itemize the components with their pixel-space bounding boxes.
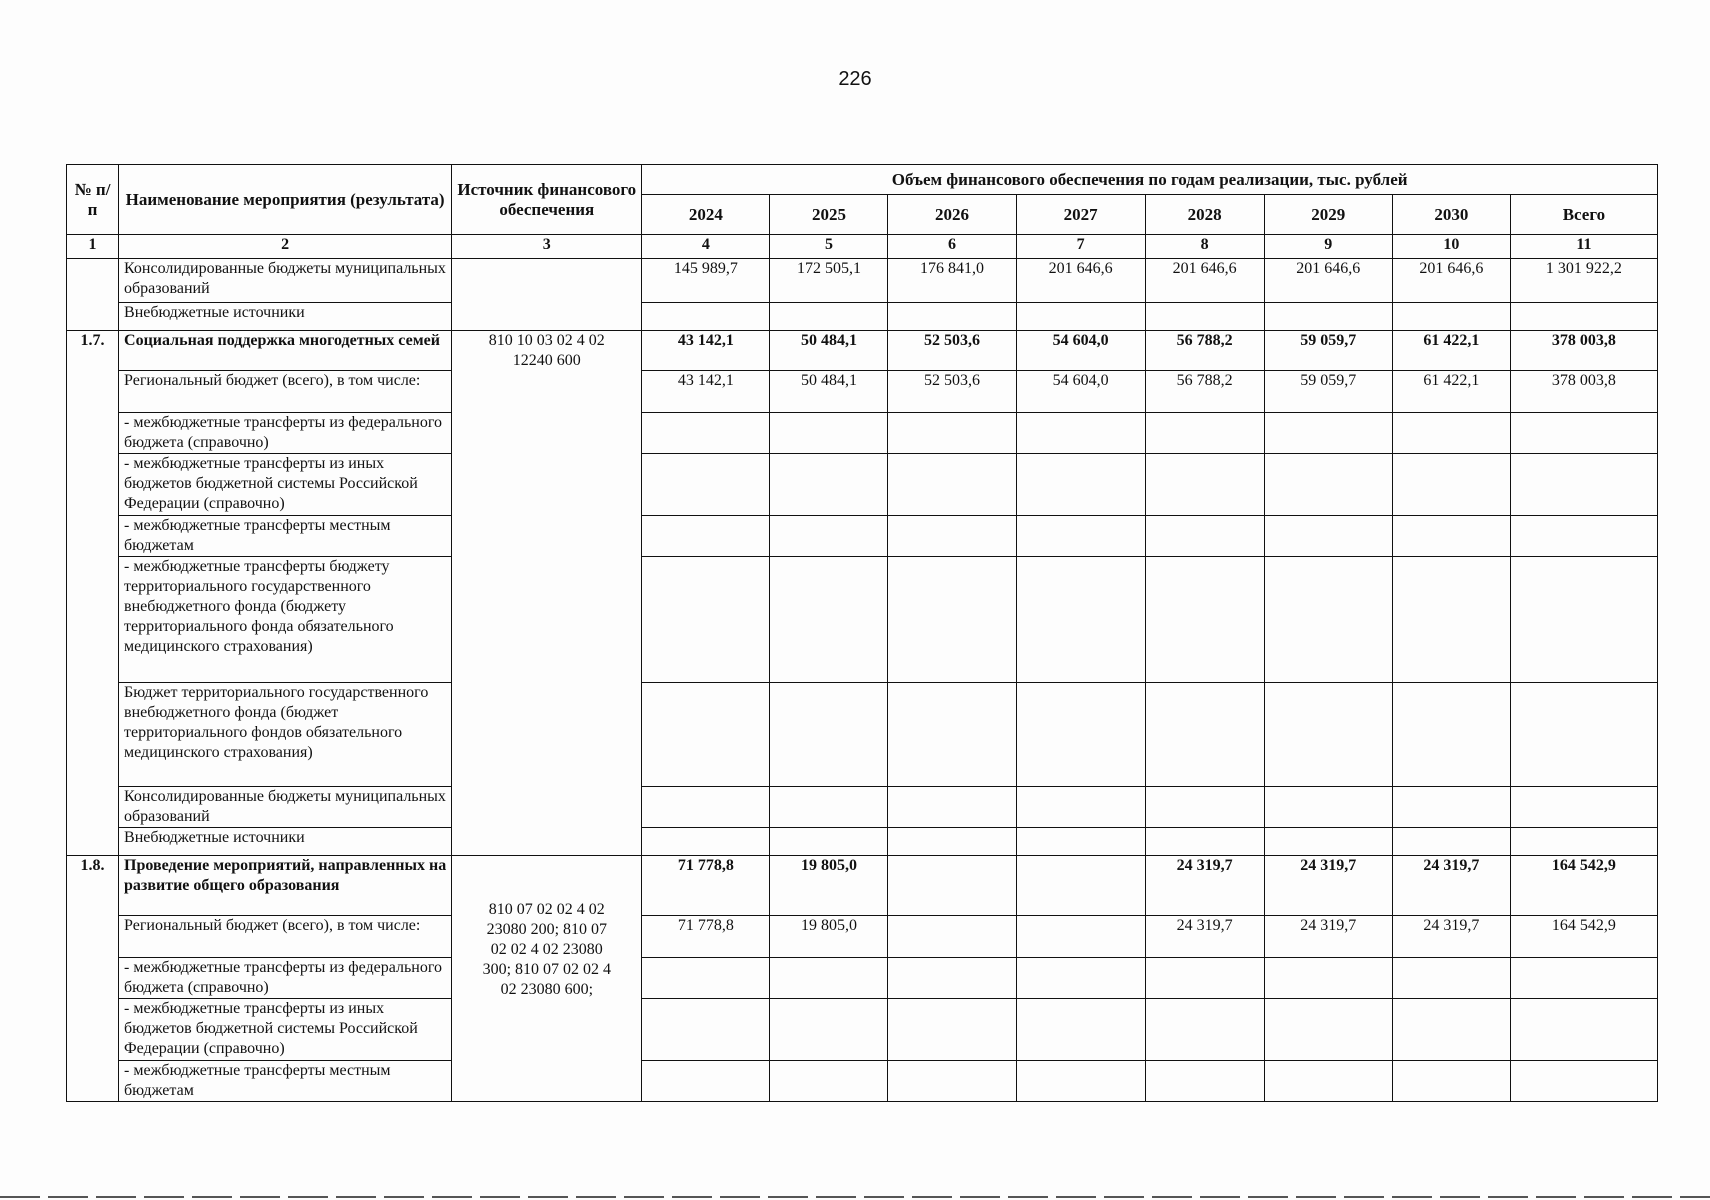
page-number: 226 — [838, 68, 872, 90]
column-number: 10 — [1392, 235, 1510, 259]
value-cell: 54 604,0 — [1016, 371, 1145, 413]
measure-name: - межбюджетные трансферты из иных бюджетов бюджетной системы Российской Федерации (справочно) — [119, 454, 452, 516]
value-cell — [1145, 557, 1264, 683]
table-row — [67, 856, 1658, 916]
row-number: 1.8. — [67, 856, 119, 1102]
table-row — [67, 787, 1658, 828]
value-cell: 59 059,7 — [1264, 331, 1392, 371]
value-cell — [888, 787, 1016, 828]
value-total: 1 301 922,2 — [1510, 259, 1657, 303]
value-cell: 61 422,1 — [1392, 331, 1510, 371]
value-cell — [888, 1061, 1016, 1102]
value-cell: 24 319,7 — [1264, 856, 1392, 916]
value-cell — [1145, 454, 1264, 516]
table-row — [67, 454, 1658, 516]
value-cell — [888, 557, 1016, 683]
measure-name: Региональный бюджет (всего), в том числе: — [119, 371, 452, 413]
value-cell — [1264, 683, 1392, 787]
value-total: 164 542,9 — [1510, 856, 1657, 916]
value-cell: 56 788,2 — [1145, 371, 1264, 413]
value-cell — [642, 828, 770, 856]
value-cell — [1016, 787, 1145, 828]
value-cell — [770, 787, 888, 828]
value-cell — [1392, 516, 1510, 557]
value-total: 378 003,8 — [1510, 331, 1657, 371]
value-cell: 172 505,1 — [770, 259, 888, 303]
table-row — [67, 516, 1658, 557]
value-cell — [888, 413, 1016, 454]
value-cell — [1264, 787, 1392, 828]
funding-source-code — [452, 259, 642, 331]
value-cell: 145 989,7 — [642, 259, 770, 303]
value-cell — [1016, 1061, 1145, 1102]
value-cell — [1392, 303, 1510, 331]
table-row — [67, 916, 1658, 958]
value-cell — [1264, 516, 1392, 557]
value-cell — [888, 683, 1016, 787]
header-col-volume: Объем финансового обеспечения по годам реализации, тыс. рублей — [642, 165, 1658, 195]
measure-name: Консолидированные бюджеты муниципальных образований — [119, 787, 452, 828]
value-total — [1510, 683, 1657, 787]
value-cell — [642, 958, 770, 999]
funding-source-code: 810 07 02 02 4 02 23080 200; 810 07 02 02 4 02 23080 300; 810 07 02 02 4 02 23080 600; — [452, 856, 642, 1102]
value-cell — [642, 454, 770, 516]
table-row — [67, 828, 1658, 856]
value-cell — [888, 999, 1016, 1061]
value-cell: 71 778,8 — [642, 856, 770, 916]
value-total — [1510, 557, 1657, 683]
measure-name: - межбюджетные трансферты местным бюджетам — [119, 516, 452, 557]
value-cell — [642, 1061, 770, 1102]
value-cell — [770, 683, 888, 787]
value-total — [1510, 516, 1657, 557]
value-cell — [1016, 557, 1145, 683]
measure-name: Проведение мероприятий, направленных на развитие общего образования — [119, 856, 452, 916]
value-cell: 24 319,7 — [1145, 856, 1264, 916]
value-cell — [1392, 999, 1510, 1061]
measure-name: Внебюджетные источники — [119, 828, 452, 856]
measure-name: - межбюджетные трансферты из федерального бюджета (справочно) — [119, 413, 452, 454]
value-cell — [642, 557, 770, 683]
value-cell — [770, 1061, 888, 1102]
value-cell — [1145, 787, 1264, 828]
header-year: 2028 — [1145, 195, 1264, 235]
value-cell — [1016, 454, 1145, 516]
value-cell: 19 805,0 — [770, 916, 888, 958]
value-cell — [1016, 856, 1145, 916]
value-cell — [642, 413, 770, 454]
value-cell: 61 422,1 — [1392, 371, 1510, 413]
financing-table — [66, 164, 1658, 1102]
value-total — [1510, 828, 1657, 856]
value-cell: 43 142,1 — [642, 331, 770, 371]
value-total — [1510, 787, 1657, 828]
value-cell — [770, 516, 888, 557]
value-cell: 59 059,7 — [1264, 371, 1392, 413]
value-total: 378 003,8 — [1510, 371, 1657, 413]
measure-name: Региональный бюджет (всего), в том числе: — [119, 916, 452, 958]
value-cell: 201 646,6 — [1264, 259, 1392, 303]
value-cell — [1145, 516, 1264, 557]
row-number — [67, 259, 119, 331]
measure-name: - межбюджетные трансферты бюджету территориального государственного внебюджетного фонда (бюджету территориального фонда обязательного медицинского страхования) — [119, 557, 452, 683]
value-cell — [1145, 1061, 1264, 1102]
column-number: 2 — [119, 235, 452, 259]
table-row — [67, 958, 1658, 999]
value-cell — [1392, 1061, 1510, 1102]
measure-name: Консолидированные бюджеты муниципальных образований — [119, 259, 452, 303]
column-number: 3 — [452, 235, 642, 259]
value-cell — [1145, 303, 1264, 331]
value-cell: 52 503,6 — [888, 371, 1016, 413]
value-cell — [888, 916, 1016, 958]
header-col-source: Источник финансового обеспечения — [452, 165, 642, 235]
value-cell: 52 503,6 — [888, 331, 1016, 371]
header-year: 2030 — [1392, 195, 1510, 235]
column-number: 9 — [1264, 235, 1392, 259]
value-cell — [1264, 454, 1392, 516]
header-year: 2025 — [770, 195, 888, 235]
column-number: 8 — [1145, 235, 1264, 259]
value-cell: 24 319,7 — [1145, 916, 1264, 958]
value-cell — [1016, 999, 1145, 1061]
value-cell — [1145, 828, 1264, 856]
value-cell — [1264, 557, 1392, 683]
value-cell — [1145, 413, 1264, 454]
header-year: 2029 — [1264, 195, 1392, 235]
value-cell — [888, 303, 1016, 331]
value-cell — [1392, 683, 1510, 787]
value-cell — [1264, 1061, 1392, 1102]
value-total: 164 542,9 — [1510, 916, 1657, 958]
value-cell — [1016, 413, 1145, 454]
value-cell — [1016, 516, 1145, 557]
value-cell — [1264, 828, 1392, 856]
value-cell — [1145, 683, 1264, 787]
header-year: 2027 — [1016, 195, 1145, 235]
value-cell — [770, 557, 888, 683]
column-number: 7 — [1016, 235, 1145, 259]
measure-name: - межбюджетные трансферты местным бюджетам — [119, 1061, 452, 1102]
value-cell — [1392, 413, 1510, 454]
value-cell — [1016, 916, 1145, 958]
value-cell — [1016, 828, 1145, 856]
value-total — [1510, 303, 1657, 331]
value-cell: 201 646,6 — [1392, 259, 1510, 303]
value-cell — [1264, 999, 1392, 1061]
value-cell: 19 805,0 — [770, 856, 888, 916]
value-cell: 50 484,1 — [770, 371, 888, 413]
column-number: 6 — [888, 235, 1016, 259]
measure-name: Внебюджетные источники — [119, 303, 452, 331]
value-cell: 24 319,7 — [1392, 916, 1510, 958]
value-cell — [1145, 999, 1264, 1061]
header-year: 2026 — [888, 195, 1016, 235]
value-cell — [1264, 958, 1392, 999]
value-total — [1510, 1061, 1657, 1102]
column-number: 4 — [642, 235, 770, 259]
value-cell — [642, 303, 770, 331]
value-cell — [770, 828, 888, 856]
table-row — [67, 999, 1658, 1061]
measure-name: Социальная поддержка многодетных семей — [119, 331, 452, 371]
value-cell: 24 319,7 — [1264, 916, 1392, 958]
value-total — [1510, 999, 1657, 1061]
measure-name: Бюджет территориального государственного внебюджетного фонда (бюджет территориального фондов обязательного медицинского страхования) — [119, 683, 452, 787]
value-cell — [888, 856, 1016, 916]
value-cell: 56 788,2 — [1145, 331, 1264, 371]
value-cell: 24 319,7 — [1392, 856, 1510, 916]
header-col-name: Наименование мероприятия (результата) — [119, 165, 452, 235]
value-cell: 201 646,6 — [1145, 259, 1264, 303]
value-cell — [1392, 557, 1510, 683]
row-number: 1.7. — [67, 331, 119, 856]
value-cell — [770, 999, 888, 1061]
value-cell — [1264, 303, 1392, 331]
value-cell — [642, 999, 770, 1061]
value-total — [1510, 413, 1657, 454]
value-cell: 176 841,0 — [888, 259, 1016, 303]
value-cell — [888, 828, 1016, 856]
value-cell — [1392, 828, 1510, 856]
header-col-num: № п/п — [67, 165, 119, 235]
table-row — [67, 1061, 1658, 1102]
table-row — [67, 331, 1658, 371]
value-cell — [888, 958, 1016, 999]
table-row — [67, 557, 1658, 683]
value-total — [1510, 454, 1657, 516]
value-cell — [1016, 303, 1145, 331]
value-cell — [642, 683, 770, 787]
column-number: 11 — [1510, 235, 1657, 259]
table-row — [67, 413, 1658, 454]
header-total: Всего — [1510, 195, 1657, 235]
column-number: 1 — [67, 235, 119, 259]
value-total — [1510, 958, 1657, 999]
value-cell — [770, 303, 888, 331]
table-row — [67, 371, 1658, 413]
scan-edge-line — [0, 1196, 1710, 1198]
value-cell — [770, 958, 888, 999]
value-cell: 54 604,0 — [1016, 331, 1145, 371]
value-cell: 201 646,6 — [1016, 259, 1145, 303]
value-cell — [770, 454, 888, 516]
header-year: 2024 — [642, 195, 770, 235]
value-cell: 50 484,1 — [770, 331, 888, 371]
value-cell — [1392, 454, 1510, 516]
value-cell — [888, 516, 1016, 557]
value-cell — [1264, 413, 1392, 454]
table-row — [67, 259, 1658, 303]
value-cell — [642, 787, 770, 828]
table-body — [67, 259, 1658, 1102]
value-cell — [642, 516, 770, 557]
value-cell — [888, 454, 1016, 516]
funding-source-code: 810 10 03 02 4 02 12240 600 — [452, 331, 642, 856]
value-cell — [1392, 958, 1510, 999]
table-row — [67, 683, 1658, 787]
value-cell: 71 778,8 — [642, 916, 770, 958]
value-cell — [1016, 683, 1145, 787]
value-cell — [1016, 958, 1145, 999]
value-cell — [770, 413, 888, 454]
measure-name: - межбюджетные трансферты из федерального бюджета (справочно) — [119, 958, 452, 999]
value-cell — [1145, 958, 1264, 999]
value-cell — [1392, 787, 1510, 828]
value-cell: 43 142,1 — [642, 371, 770, 413]
table-row — [67, 303, 1658, 331]
measure-name: - межбюджетные трансферты из иных бюджетов бюджетной системы Российской Федерации (справочно) — [119, 999, 452, 1061]
column-number: 5 — [770, 235, 888, 259]
